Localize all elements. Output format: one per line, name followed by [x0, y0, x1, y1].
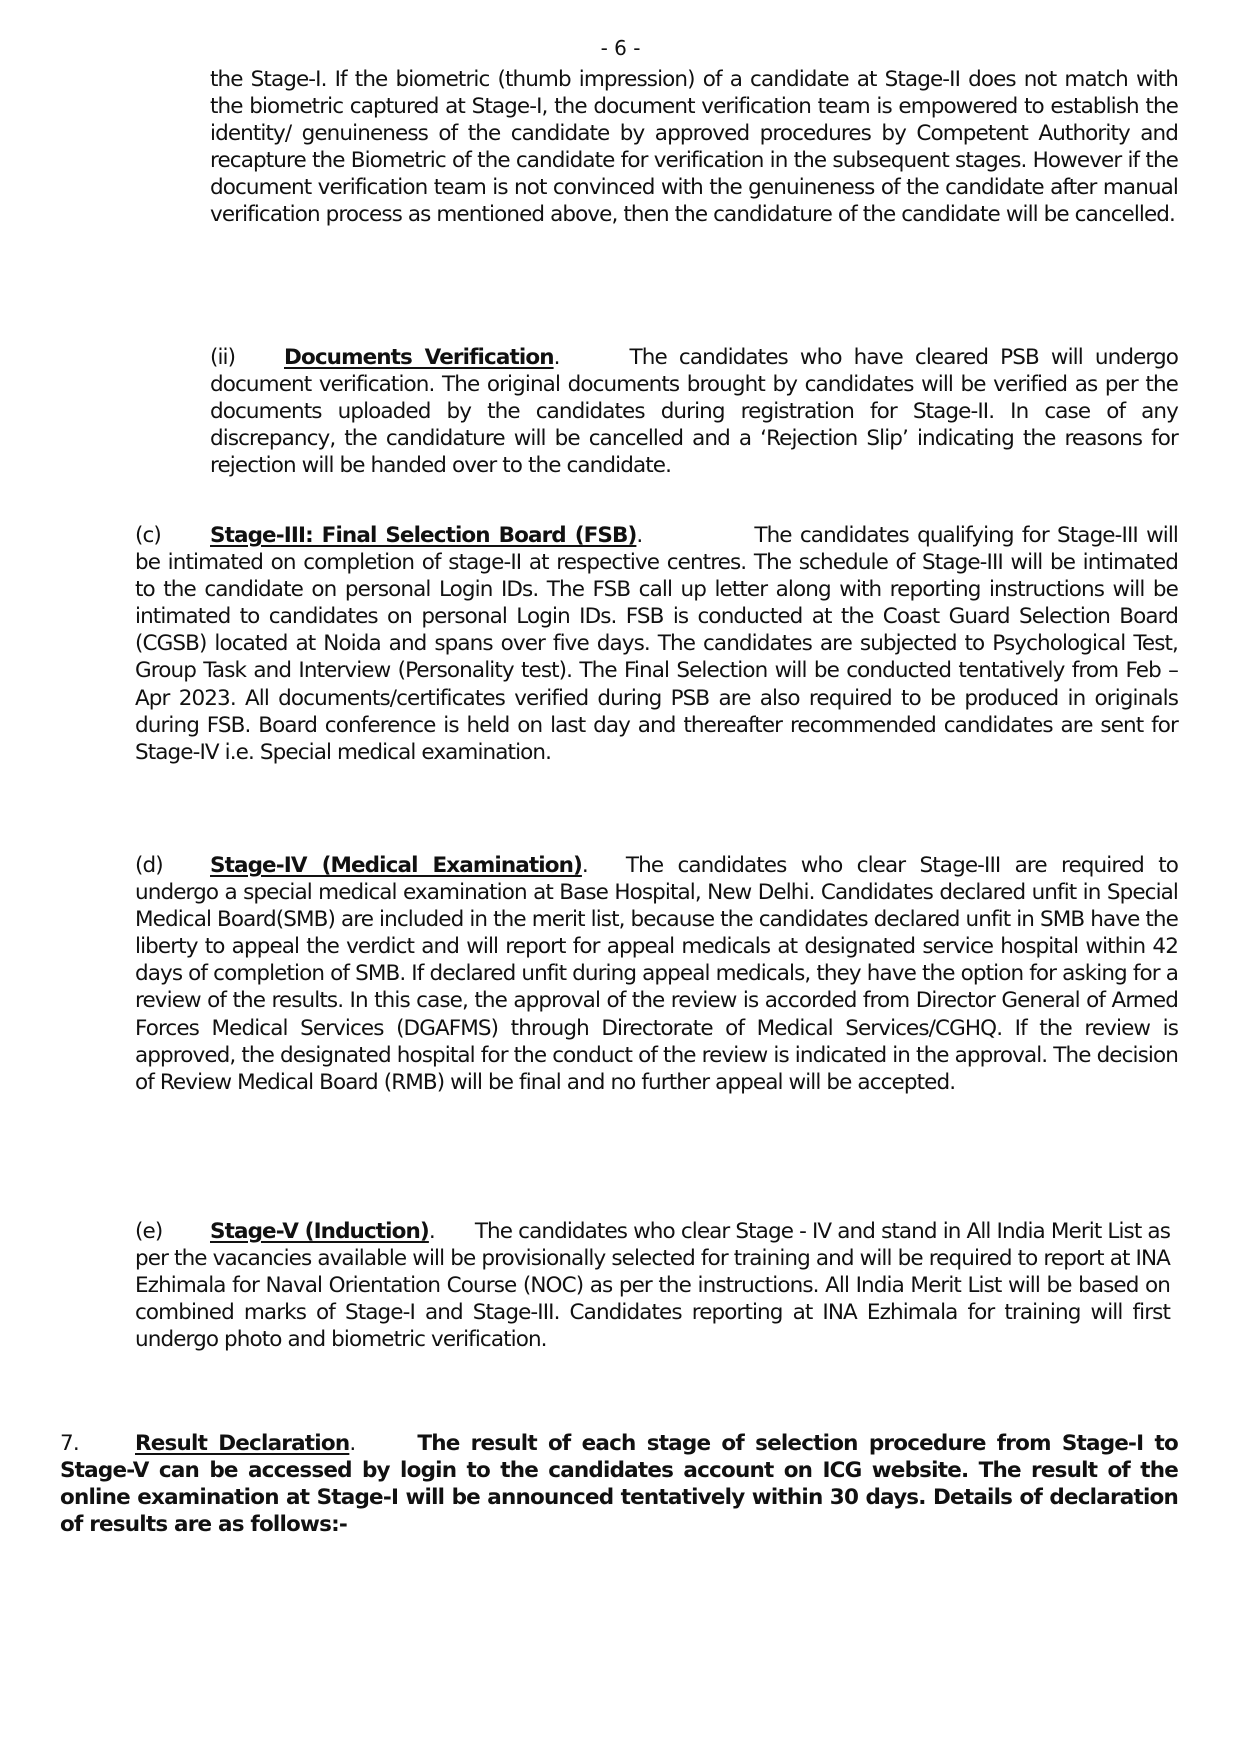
paragraph-text: The result of each stage of selection procedure from Stage-I to Stage-V can be accessed by login to the candidates account on ICG website. The result of the online examination at Stage-I will be announced tentatively within 30 days. Details of declaration of results are as follows:-: [60, 1431, 1178, 1538]
paragraph-text: The candidates who clear Stage-III are required to undergo a special medical examination at Base Hospital, New Delhi. Candidates declared unfit in Special Medical Board(SMB) are included in the merit list, because the candidates declared unfit in SMB have the liberty to appeal the verdict and will report for appeal medicals at designated service hospital within 42 days of completion of SMB. If declared unfit during appeal medicals, they have the option for asking for a review of the results. In this case, the approval of the review is accorded from Director General of Armed Forces Medical Services (DGAFMS) through Directorate of Medical Services/CGHQ. If the review is approved, the designated hospital for the conduct of the review is indicated in the approval. The decision of Review Medical Board (RMB) will be final and no further appeal will be accepted.: [135, 853, 1178, 1095]
heading-period: .: [636, 523, 643, 548]
paragraph-heading: Result Declaration: [135, 1431, 350, 1456]
paragraph-heading: Documents Verification: [284, 345, 554, 370]
paragraph-heading: Stage-III: Final Selection Board (FSB): [210, 523, 637, 548]
paragraph-label: (c): [135, 523, 161, 548]
paragraph-documents-verification: [210, 344, 1178, 479]
paragraph-text: The candidates who have cleared PSB will undergo document verification. The original documents brought by candidates will be verified as per the documents uploaded by the candidates during registration for Stage-II. In case of any discrepancy, the candidature will be cancelled and a ‘Rejection Slip’ indicating the reasons for rejection will be handed over to the candidate.: [210, 345, 1178, 479]
paragraph-text: the Stage-I. If the biometric (thumb impression) of a candidate at Stage-II does not match with the biometric captured at Stage-I, the document verification team is empowered to establish the identity/ genuineness of the candidate by approved procedures by Competent Authority and recapture the Biometric of the candidate for verification in the subsequent stages. However if the document verification team is not convinced with the genuineness of the candidate after manual verification process as mentioned above, then the candidature of the candidate will be cancelled.: [210, 67, 1178, 228]
paragraph-heading: Stage-IV (Medical Examination): [210, 853, 582, 878]
paragraph-label: (ii): [210, 345, 236, 370]
paragraph-text: The candidates who clear Stage - IV and stand in All India Merit List as per the vacancies available will be provisionally selected for training and will be required to report at INA Ezhimala for Naval Orientation Course (NOC) as per the instructions. All India Merit List will be based on combined marks of Stage-I and Stage-III. Candidates reporting at INA Ezhimala for training will first undergo photo and biometric verification.: [135, 1219, 1171, 1353]
paragraph-label: (d): [135, 853, 163, 878]
paragraph-stage-v-induction: [135, 1218, 1170, 1353]
heading-period: .: [349, 1431, 356, 1456]
paragraph-result-declaration: [60, 1430, 1178, 1538]
paragraph-biometric-verification: [210, 66, 1178, 229]
paragraph-text: The candidates qualifying for Stage-III will be intimated on completion of stage-II at respective centres. The schedule of Stage-III will be intimated to the candidate on personal Login IDs. The FSB call up letter along with reporting instructions will be intimated to candidates on personal Login IDs. FSB is conducted at the Coast Guard Selection Board (CGSB) located at Noida and spans over five days. The candidates are subjected to Psychological Test, Group Task and Interview (Personality test). The Final Selection will be conducted tentatively from Feb – Apr 2023. All documents/certificates verified during PSB are also required to be produced in originals during FSB. Board conference is held on last day and thereafter recommended candidates are sent for Stage-IV i.e. Special medical examination.: [135, 523, 1178, 765]
heading-period: .: [581, 853, 588, 878]
heading-period: .: [553, 345, 560, 370]
paragraph-stage-iv-medical: [135, 852, 1178, 1096]
paragraph-heading: Stage-V (Induction): [210, 1219, 429, 1244]
paragraph-label: (e): [135, 1219, 163, 1244]
heading-period: .: [428, 1219, 435, 1244]
paragraph-label: 7.: [60, 1431, 79, 1456]
page-number: - 6 -: [600, 36, 641, 60]
paragraph-stage-iii-fsb: [135, 522, 1178, 766]
